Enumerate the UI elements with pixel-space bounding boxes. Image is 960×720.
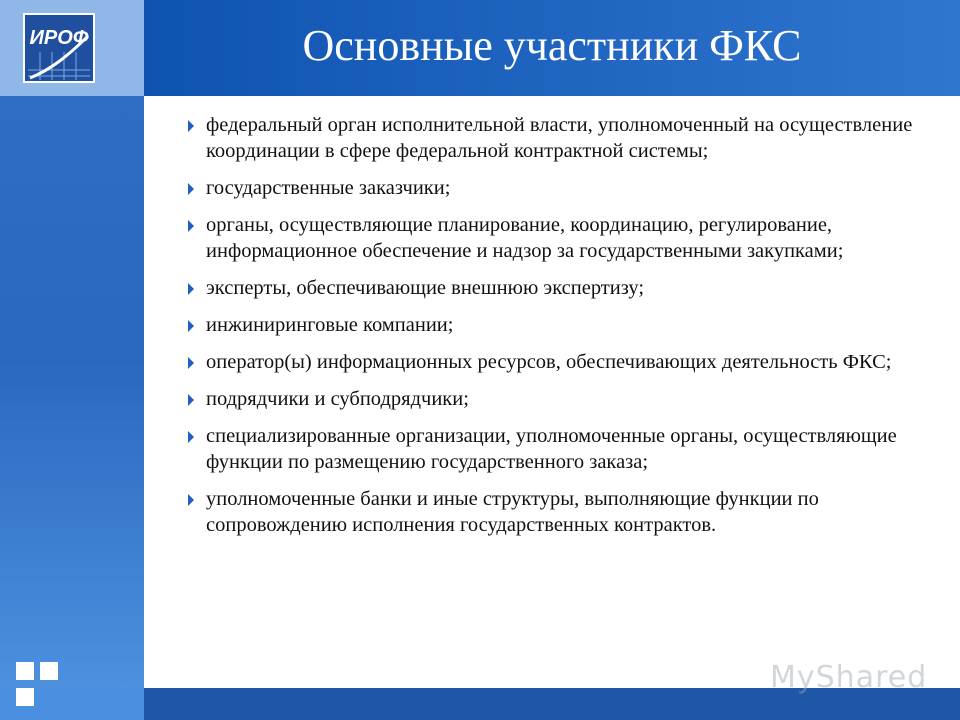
triangle-bullet-icon: [176, 430, 206, 444]
list-item: [176, 112, 936, 164]
list-item: [176, 275, 936, 301]
list-item-text: государственные заказчики;: [206, 177, 451, 199]
triangle-bullet-icon: [176, 393, 206, 407]
left-sidebar: [0, 0, 144, 720]
list-item: [176, 212, 936, 264]
irof-logo: [0, 0, 144, 96]
slide-title: Основные участники ФКС: [302, 21, 802, 70]
list-item-text: специализированные организации, уполномоченные органы, осуществляющие функции по размещению государственного заказа;: [206, 425, 897, 473]
triangle-bullet-icon: [176, 119, 206, 133]
triangle-bullet-icon: [176, 219, 206, 233]
list-item-text: инжиниринговые компании;: [206, 314, 454, 336]
list-item-text: федеральный орган исполнительной власти, уполномоченный на осуществление координации в сфере федеральной контрактной системы;: [206, 114, 913, 162]
decor-square-1: [16, 662, 34, 680]
list-item-text: подрядчики и субподрядчики;: [206, 388, 469, 410]
bullet-list: [176, 112, 936, 549]
list-item: [176, 386, 936, 412]
slide-header: [144, 0, 960, 98]
triangle-bullet-icon: [176, 319, 206, 333]
list-item-text: оператор(ы) информационных ресурсов, обеспечивающих деятельность ФКС;: [206, 351, 892, 373]
list-item: [176, 349, 936, 375]
list-item: [176, 486, 936, 538]
list-item-text: уполномоченные банки и иные структуры, выполняющие функции по сопровождению исполнения государственных контрактов.: [206, 488, 819, 536]
list-item-text: органы, осуществляющие планирование, координацию, регулирование, информационное обеспечение и надзор за государственными закупками;: [206, 214, 844, 262]
triangle-bullet-icon: [176, 182, 206, 196]
triangle-bullet-icon: [176, 282, 206, 296]
list-item: [176, 312, 936, 338]
triangle-bullet-icon: [176, 356, 206, 370]
watermark: MyShared: [770, 660, 928, 695]
list-item: [176, 175, 936, 201]
decor-square-2: [40, 662, 58, 680]
triangle-bullet-icon: [176, 493, 206, 507]
decor-square-3: [16, 688, 34, 706]
logo-area: [0, 0, 144, 96]
list-item-text: эксперты, обеспечивающие внешнюю экспертизу;: [206, 277, 645, 299]
logo-text: ИРОФ: [29, 27, 89, 49]
list-item: [176, 423, 936, 475]
